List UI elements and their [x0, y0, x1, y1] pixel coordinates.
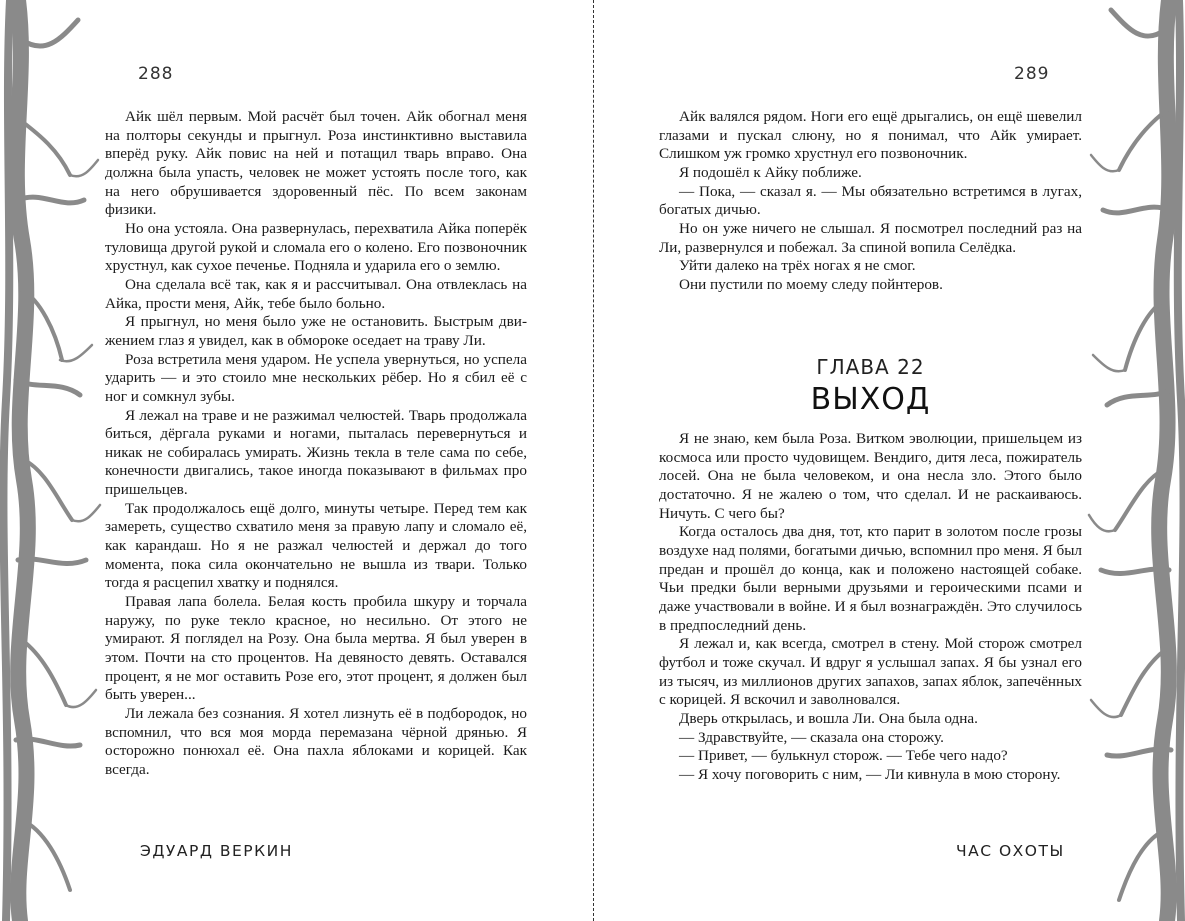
paragraph: Уйти далеко на трёх ногах я не смог.: [679, 257, 916, 275]
page-number: 289: [1014, 64, 1050, 84]
paragraph: Я прыгнул, но меня было уже не остановить. Быстрым движением глаз я увидел, как в обмороке оседает на траву Ли.: [105, 313, 527, 349]
paragraph: Дверь открылась, и вошла Ли. Она была одна.: [679, 709, 978, 727]
paragraph: Айк шёл первым. Мой расчёт был точен. Айк обогнал меня на полторы секунды и прыгнул. Роза инстинктивно выставила вперёд руку. Айк повис на ней и потащил тварь вправо. Она должна была упасть, человек не может устоять после того, как на него обрушивается здоровенный пёс. По всем законам физики.: [105, 108, 527, 219]
body-text-chapter: [659, 430, 1082, 784]
page-number: 288: [138, 64, 174, 84]
paragraph: Правая лапа болела. Белая кость пробила шкуру и торчала наружу, по руке текло красное, но несильно. От этого не умирают. Я поглядел на Розу. Она была мертва. Я был уверен в этом. Почти на сто процентов. На девяносто девять. Оставался процент, я не мог оставить Розе его, этот процент, я должен был быть уверен...: [105, 593, 527, 704]
running-footer: ЭДУАРД ВЕРКИН: [140, 842, 293, 860]
paragraph: Так продолжалось ещё долго, минуты четыре. Перед тем как замереть, существо схватило меня за правую лапу и сломало её, как карандаш. Но я не разжал челюстей и держал до того момента, пока сила окончательно не вышла из твари. Только тогда я расцепил хватку и поднялся.: [105, 499, 527, 592]
paragraph: Когда осталось два дня, тот, кто парит в золотом после грозы воздухе над полями, богатыми дичью, вспомнил про меня. Я был предан и прошёл до конца, как и положено настоящей собаке. Чьи предки были верными друзьями и героическими псами и даже участвовали в войне. И я был вознаграждён. Это случилось в предпоследний день.: [659, 523, 1083, 634]
body-text: [105, 108, 527, 780]
right-page: [594, 0, 1185, 921]
paragraph: — Я хочу поговорить с ним, — Ли кивнула в мою сторону.: [679, 765, 1061, 783]
chapter-number: ГЛАВА 22: [816, 355, 925, 379]
paragraph: Я подошёл к Айку поближе.: [679, 163, 862, 181]
paragraph: Роза встретила меня ударом. Не успела увернуться, но успела ударить — и это стоило мне нескольких рёбер. Но я сбил её с ног и сомкнул зубы.: [105, 350, 527, 405]
running-footer: ЧАС ОХОТЫ: [956, 842, 1065, 860]
paragraph: Но она устояла. Она развернулась, перехватила Айка поперёк туловища другой рукой и сломала его о колено. Его позвоночник хрустнул, как сухое печенье. Подняла и ударила его о землю.: [105, 219, 527, 275]
paragraph: — Привет, — булькнул сторож. — Тебе чего надо?: [679, 747, 1008, 765]
paragraph: Они пустили по моему следу пойнтеров.: [679, 275, 943, 293]
paragraph: Айк валялся рядом. Ноги его ещё дрыгались, он ещё шевелил глазами и пускал слюну, но я понимал, что Айк умирает. Слишком уж громко хрустнул его позвоночник.: [659, 108, 1082, 163]
paragraph: Я лежал и, как всегда, смотрел в стену. Мой сторож смотрел футбол и тоже скучал. И вдруг я услышал запах. Я бы узнал его из тысяч, из миллионов других запахов, запах яблок, запечённых с корицей. Я вскочил и заволновался.: [659, 635, 1082, 709]
paragraph: Ли лежала без сознания. Я хотел лизнуть её в подбородок, но вспомнил, что вся моя морда перемазана чёрной дрянью. Я осторожно понюхал её. Она пахла яблоками и корицей. Как всегда.: [105, 705, 527, 778]
paragraph: — Здравствуйте, — сказала она сторожу.: [679, 728, 944, 746]
body-text-before-chapter: [659, 108, 1082, 295]
paragraph: Я не знаю, кем была Роза. Витком эволюции, пришельцем из космоса или просто чудовищем. Вендиго, дитя леса, пожиратель лосей. Она не была человеком, и она несла зло. Этого было достаточно. Я не жалею о том, что сделал. И не раскаиваюсь. Ничуть. С чего бы?: [659, 430, 1082, 522]
paragraph: Она сделала всё так, как я и рассчитывал. Она отвлеклась на Айка, прости меня, Айк, тебе было больно.: [105, 275, 527, 312]
branch-border-icon: [1085, 0, 1185, 921]
paragraph: — Пока, — сказал я. — Мы обязательно встретимся в лугах, богатых дичью.: [659, 182, 1082, 219]
branch-border-icon: [0, 0, 110, 921]
paragraph: Но он уже ничего не слышал. Я посмотрел последний раз на Ли, развернулся и побежал. За спиной вопила Селёдка.: [659, 219, 1082, 256]
paragraph: Я лежал на траве и не разжимал челюстей. Тварь продолжала биться, дёргала руками и ногами, пыталась перевернуться и никак не собиралась умирать. Жизнь текла в теле сама по себе, конечности двигались, такое иногда показывают в фильмах про пришельцев.: [105, 406, 527, 499]
chapter-title: ВЫХОД: [810, 382, 931, 417]
